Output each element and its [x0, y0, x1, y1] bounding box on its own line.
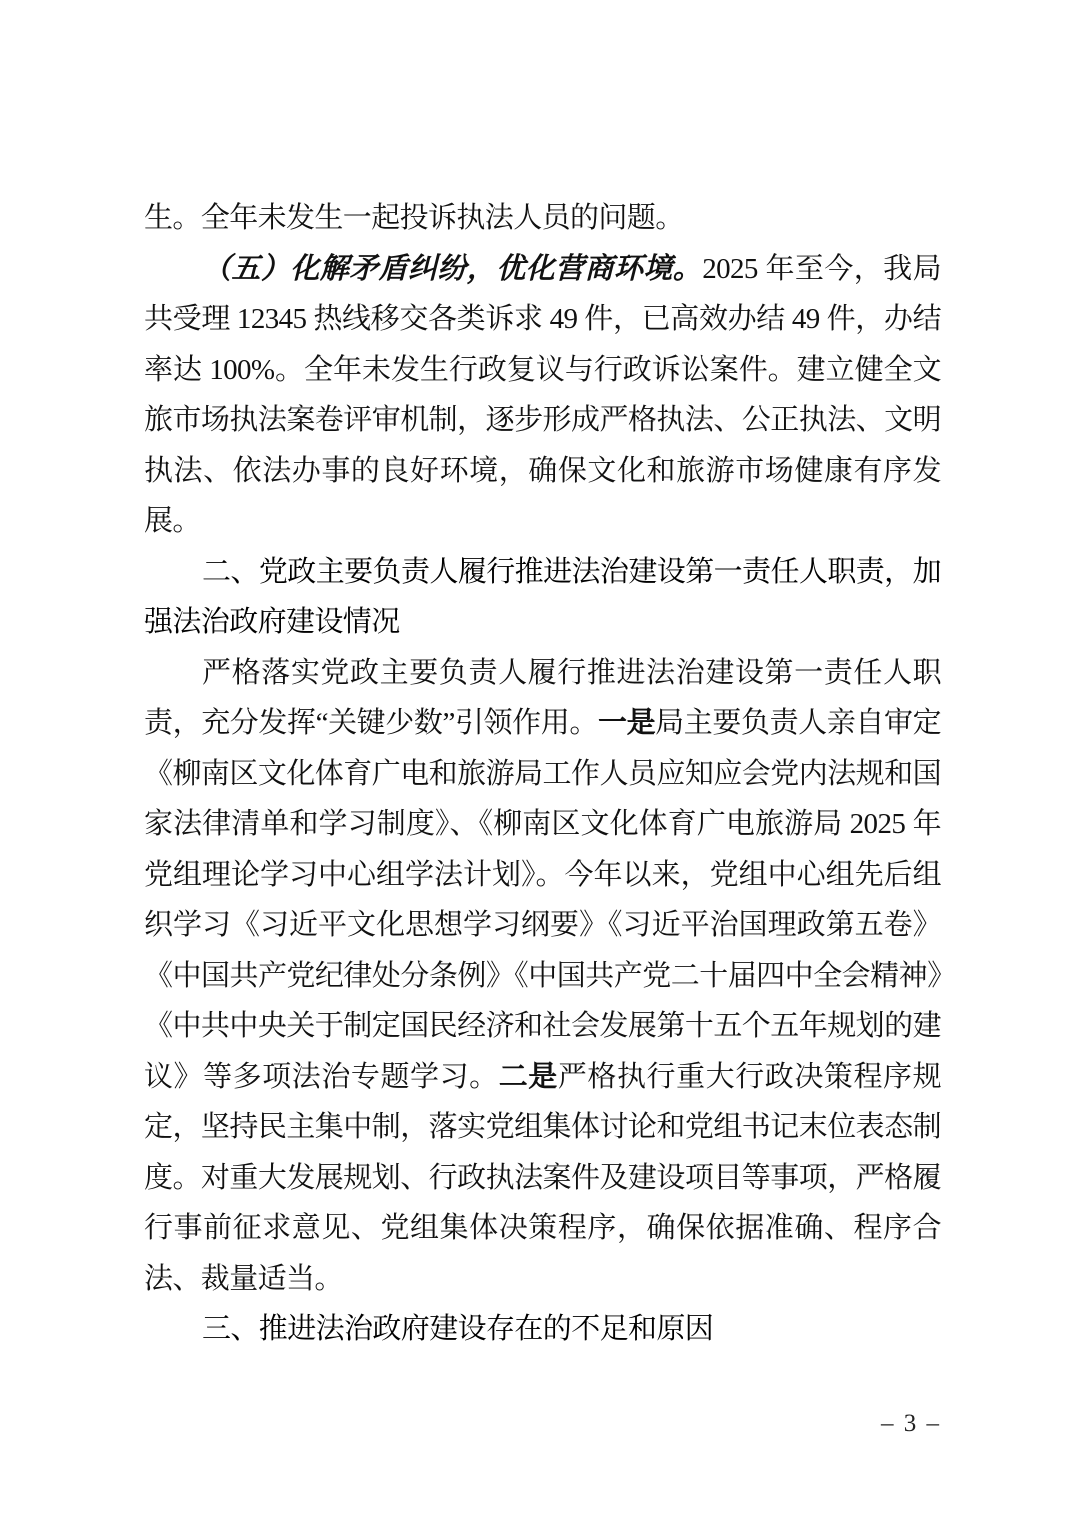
section-heading-two — [144, 547, 941, 648]
text-run: 2025 年至今，我局共受理 12345 热线移交各类诉求 49 件，已高效办结 49 件，办结率达 100%。全年未发生行政复议与行政诉讼案件。建立健全文旅市场执法案卷评审机制，逐步形成严格执法、公正执法、文明执法、依法办事的良好环境，确保文化和旅游市场健康有序发展。 — [144, 252, 941, 537]
text-run: 二、党政主要负责人履行推进法治建设第一责任人职责，加强法治政府建设情况 — [144, 555, 941, 638]
text-run: 局主要负责人亲自审定《柳南区文化体育广电和旅游局工作人员应知应会党内法规和国家法律清单和学习制度》、《柳南区文化体育广电旅游局 2025 年党组理论学习中心组学法计划》。今年以来，党组中心组先后组织学习《习近平文化思想学习纲要》《习近平治国理政第五卷》《中国共产党纪律处分条例》《中国共产党二十届四中全会精神》《中共中央关于制定国民经济和社会发展第十五个五年规划的建议》等多项法治专题学习。 — [144, 707, 941, 1093]
text-run: 生。全年未发生一起投诉执法人员的问题。 — [144, 202, 684, 234]
text-run: 严格执行重大行政决策程序规定，坚持民主集中制，落实党组集体讨论和党组书记末位表态制度。对重大发展规划、行政执法案件及建设项目等事项，严格履行事前征求意见、党组集体决策程序，确保依据准确、程序合法、裁量适当。 — [144, 1060, 941, 1295]
text-run: 二是 — [498, 1060, 558, 1093]
text-run: 一是 — [597, 707, 656, 739]
page-number: – 3 – — [881, 1410, 941, 1437]
text-run: 三、推进法治政府建设存在的不足和原因 — [202, 1313, 714, 1345]
section-heading-three — [144, 1304, 941, 1355]
document-body — [144, 193, 941, 1355]
text-run: 严格落实党政主要负责人履行推进法治建设第一责任人职责，充分发挥“关键少数”引领作用。 — [144, 656, 941, 739]
paragraph-item-five — [144, 244, 941, 547]
text-run: （五）化解矛盾纠纷，优化营商环境。 — [202, 252, 703, 285]
paragraph-continuation — [144, 193, 941, 244]
paragraph-first-responsibility — [144, 648, 941, 1305]
